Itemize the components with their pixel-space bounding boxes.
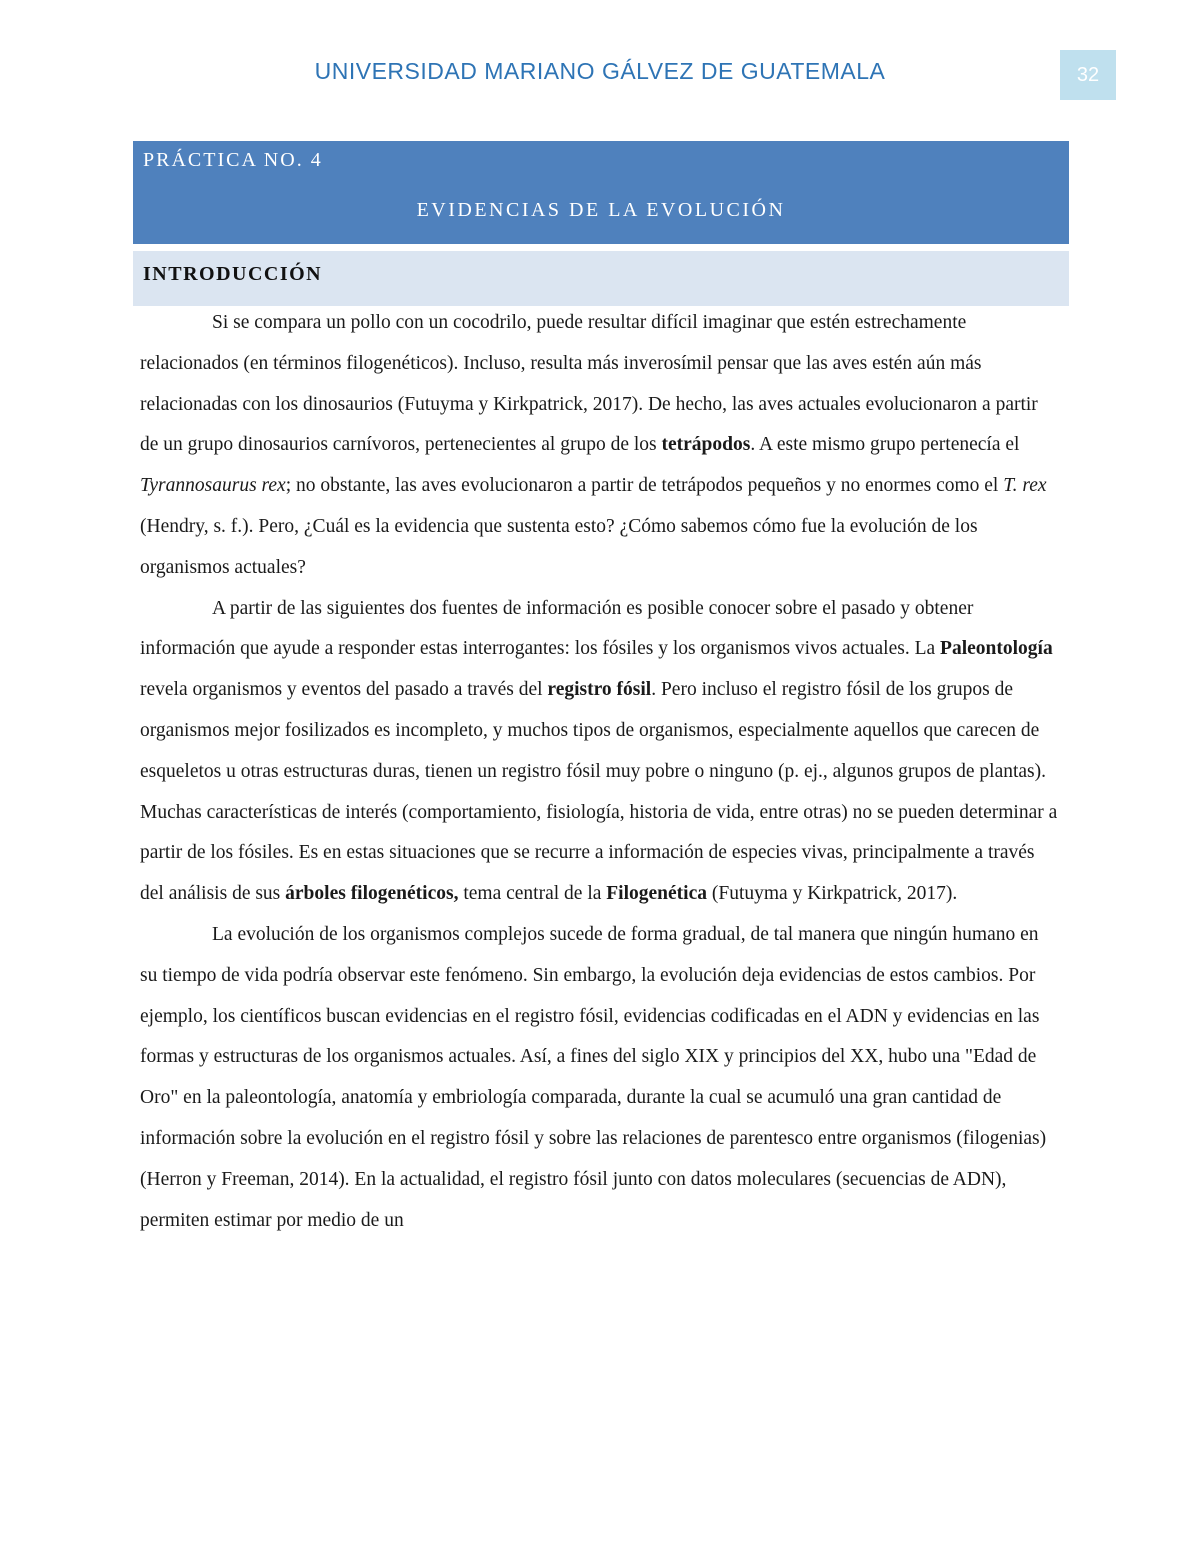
paragraph-1-text: (Hendry, s. f.). Pero, ¿Cuál es la evidencia que sustenta esto? ¿Cómo sabemos cómo fue la evolución de los organismos actuales? bbox=[140, 515, 978, 578]
paragraph-1 bbox=[140, 303, 1060, 589]
body-text bbox=[140, 303, 1060, 1241]
paragraph-2-text: A partir de las siguientes dos fuentes de información es posible conocer sobre el pasado y obtener información que ayude a responder estas interrogantes: los fósiles y los organismos vivos actuales. La bbox=[140, 597, 974, 660]
page-header-university: UNIVERSIDAD MARIANO GÁLVEZ DE GUATEMALA bbox=[314, 58, 886, 84]
practice-title-band bbox=[133, 141, 1069, 244]
practice-label: PRÁCTICA NO. 4 bbox=[143, 149, 323, 171]
term-filogenetica: Filogenética bbox=[606, 883, 707, 905]
species-abbrev: T. rex bbox=[1003, 475, 1047, 497]
paragraph-2 bbox=[140, 589, 1060, 915]
paragraph-2-text: . Pero incluso el registro fósil de los grupos de organismos mejor fosilizados es incompleto, y muchos tipos de organismos, especialmente aquellos que carecen de esqueletos u otras estructuras duras, tienen un registro fósil muy pobre o ninguno (p. ej., algunos grupos de plantas). Muchas características de interés (comportamiento, fisiología, historia de vida, entre otras) no se pueden determinar a partir de los fósiles. Es en estas situaciones que se recurre a información de especies vivas, principalmente a través del análisis de sus bbox=[140, 679, 1058, 905]
paragraph-3 bbox=[140, 915, 1060, 1241]
paragraph-2-text: revela organismos y eventos del pasado a través del bbox=[140, 679, 548, 701]
paragraph-1-text: ; no obstante, las aves evolucionaron a partir de tetrápodos pequeños y no enormes como el bbox=[285, 475, 1004, 497]
species-name: Tyrannosaurus rex bbox=[140, 475, 286, 497]
practice-title: EVIDENCIAS DE LA EVOLUCIÓN bbox=[416, 199, 786, 221]
paragraph-2-text: tema central de la bbox=[458, 883, 607, 905]
term-arboles-filogeneticos: árboles filogenéticos, bbox=[285, 883, 459, 905]
paragraph-3-text: La evolución de los organismos complejos sucede de forma gradual, de tal manera que ningún humano en su tiempo de vida podría observar este fenómeno. Sin embargo, la evolución deja evidencias de estos cambios. Por ejemplo, los científicos buscan evidencias en el registro fósil, evidencias codificadas en el ADN y evidencias en las formas y estructuras de los organismos actuales. Así, a fines del siglo XIX y principios del XX, hubo una "Edad de Oro" en la paleontología, anatomía y embriología comparada, durante la cual se acumuló una gran cantidad de información sobre la evolución en el registro fósil y sobre las relaciones de parentesco entre organismos (filogenias) (Herron y Freeman, 2014). En la actualidad, el registro fósil junto con datos moleculares (secuencias de ADN), permiten estimar por medio de un bbox=[140, 923, 1047, 1231]
term-registro-fosil: registro fósil bbox=[547, 679, 652, 701]
term-tetrapodos: tetrápodos bbox=[661, 434, 751, 456]
paragraph-1-text: Si se compara un pollo con un cocodrilo, puede resultar difícil imaginar que estén estrechamente relacionados (en términos filogenéticos). Incluso, resulta más inverosímil pensar que las aves estén aún más relacionadas con los dinosaurios (Futuyma y Kirkpatrick, 2017). De hecho, las aves actuales evolucionaron a partir de un grupo dinosaurios carnívoros, pertenecientes al grupo de los bbox=[140, 312, 1038, 456]
page-number: 32 bbox=[1060, 50, 1116, 100]
section-band-introduction bbox=[133, 251, 1069, 306]
paragraph-2-text: (Futuyma y Kirkpatrick, 2017). bbox=[706, 883, 958, 905]
section-title: INTRODUCCIÓN bbox=[143, 263, 323, 285]
paragraph-1-text: . A este mismo grupo pertenecía el bbox=[750, 434, 1020, 456]
term-paleontologia: Paleontología bbox=[940, 638, 1053, 660]
